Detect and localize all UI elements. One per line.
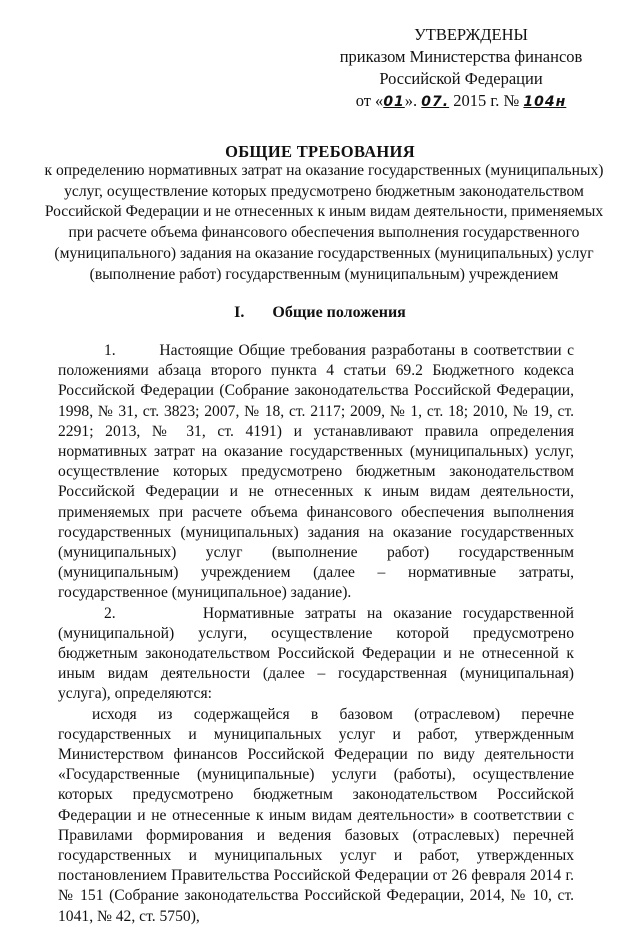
document-subtitle: к определению нормативных затрат на оказание государственных (муниципальных) услуг, осуществление которых предусмотрено бюджетным законодательством Российской Федерации и не отнесенных к иным видам деятельности, применяемых при расчете объема финансового обеспечения выполнения государственного (муниципального) задания на оказание государственных (муниципальных) услуг (выполнение работ) государственным (муниципальным) учреждением	[44, 162, 604, 283]
handwritten-order-number: 104н	[523, 94, 567, 110]
approval-ministry-line: Российской Федерации	[379, 69, 543, 88]
paragraph-2-item: исходя из содержащейся в базовом (отраслевом) перечне государственных и муниципальных услуг и работ, утвержденным Министерством финансов Российской Федерации по виду деятельности «Государственные (муниципальные) услуги (работы), осуществление которых предусмотрено бюджетным законодательством Российской Федерации и не отнесенные к иным видам деятельности» в соответствии с Правилами формирования и ведения базовых (отраслевых) перечней государственных и муниципальных услуг и работ, утвержденных постановлением Правительства Российской Федерации от 26 февраля 2014 г. № 151 (Собрание законодательства Российской Федерации, 2014, № 10, ст. 1041, № 42, ст. 5750),	[58, 705, 574, 925]
paragraph-2: 2. Нормативные затраты на оказание государственной (муниципальной) услуги, осуществление которой предусмотрено бюджетным законодательством Российской Федерации и не отнесенной к иным видам деятельности (далее – государственная (муниципальная) услуга), определяются:	[58, 604, 574, 703]
handwritten-month: 07.	[421, 94, 450, 110]
section-heading	[0, 303, 640, 323]
date-mid: ».	[404, 91, 422, 110]
approval-date-line	[326, 90, 596, 113]
section-title: Общие положения	[272, 304, 406, 321]
document-title: ОБЩИЕ ТРЕБОВАНИЯ	[225, 142, 415, 161]
document-body	[58, 341, 574, 927]
handwritten-day: 01	[383, 94, 405, 110]
approval-order-line: приказом Министерства финансов	[339, 47, 583, 66]
date-year: 2015 г. №	[449, 91, 524, 110]
approval-stamp	[326, 24, 596, 113]
approval-title: УТВЕРЖДЕНЫ	[414, 25, 528, 44]
paragraph-1: 1. Настоящие Общие требования разработаны в соответствии с положениями абзаца второго пункта 4 статьи 69.2 Бюджетного кодекса Российской Федерации (Собрание законодательства Российской Федерации, 1998, № 31, ст. 3823; 2007, № 18, ст. 2117; 2009, № 1, ст. 18; 2010, № 19, ст. 2291; 2013, № 31, ст. 4191) и устанавливают правила определения нормативных затрат на оказание государственных (муниципальных) услуг, осуществление которых предусмотрено бюджетным законодательством Российской Федерации и не отнесенных к иным видам деятельности, применяемых при расчете объема финансового обеспечения выполнения государственных (муниципальных) задания на оказание государственных (муниципальных) услуг (выполнение работ) государственным (муниципальным) учреждением (далее – нормативные затраты, государственное (муниципальное) задание).	[58, 342, 574, 602]
date-prefix: от «	[355, 91, 384, 110]
section-number: I.	[234, 304, 245, 321]
